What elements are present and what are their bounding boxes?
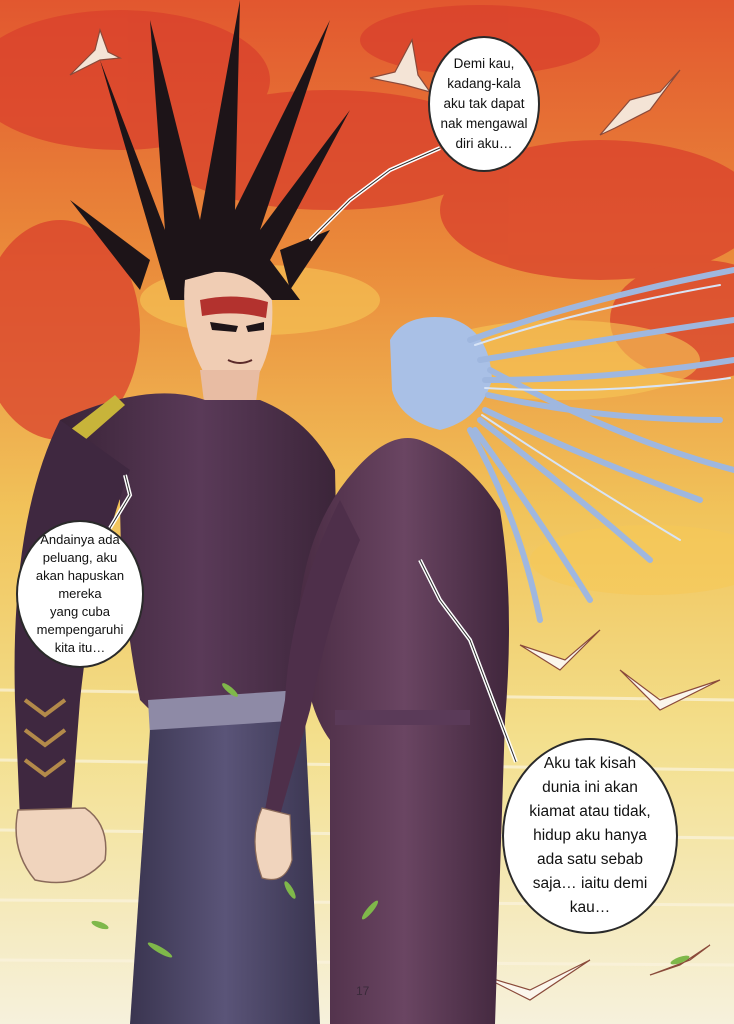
woman-hand — [255, 808, 292, 880]
bubble-line: kau… — [569, 899, 611, 916]
bubble-line: Demi kau, — [453, 56, 515, 71]
bubble-line: peluang, aku — [42, 550, 118, 565]
bubble-line: Andainya ada — [40, 532, 120, 547]
bubble-line: yang cuba — [50, 604, 110, 619]
speech-bubble-top — [428, 36, 540, 172]
bubble-line: mempengaruhi — [36, 622, 124, 637]
bubble-line: aku tak dapat — [443, 96, 525, 111]
bubble-line: kita itu… — [54, 640, 106, 655]
bubble-line: ada satu sebab — [536, 851, 643, 868]
bubble-line: kiamat atau tidak, — [529, 803, 651, 820]
bubble-line: mereka — [58, 586, 102, 601]
bubble-line: diri aku… — [455, 136, 513, 151]
speech-bubble-left — [16, 520, 144, 668]
man-fist — [16, 808, 106, 883]
woman-belt — [335, 710, 470, 725]
bubble-line: kadang-kala — [447, 76, 521, 91]
bubble-line: dunia ini akan — [542, 779, 638, 796]
page-number: 17 — [356, 984, 370, 998]
bubble-line: Aku tak kisah — [543, 755, 637, 772]
bubble-line: hidup aku hanya — [533, 827, 647, 844]
bubble-line: saja… iaitu demi — [532, 875, 648, 892]
bubble-line: nak mengawal — [440, 116, 528, 131]
bubble-line: akan hapuskan — [35, 568, 125, 583]
speech-bubble-bottom-right — [502, 738, 678, 934]
